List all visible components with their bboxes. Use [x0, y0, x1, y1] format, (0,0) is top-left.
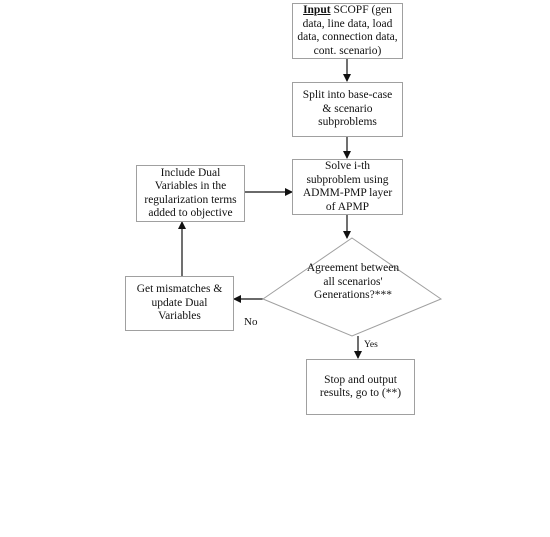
include-dual-node: [136, 165, 245, 222]
solve-node: [292, 159, 403, 215]
input-node-text: SCOPF (gen data, line data, load data, connection data, cont. scenario): [297, 4, 398, 57]
mismatch-node-text: Get mismatches & update Dual Variables: [136, 283, 223, 323]
mismatch-node: [125, 276, 234, 331]
input-node: [292, 3, 403, 59]
edge-label-yes: Yes: [364, 340, 378, 350]
input-bold-lead: Input: [303, 4, 331, 16]
split-node: [292, 82, 403, 137]
split-node-text: Split into base-case & scenario subproblems: [302, 89, 393, 129]
stop-node-text: Stop and output results, go to (**): [319, 373, 402, 399]
include-dual-node-text: Include Dual Variables in the regularization terms added to objective: [144, 166, 237, 219]
agreement-node-text: Agreement between all scenarios' Generations?***: [306, 262, 400, 301]
stop-node: [306, 359, 415, 415]
edge-label-no: No: [244, 316, 258, 328]
solve-node-text: Solve i-th subproblem using ADMM-PMP layer of APMP: [302, 160, 393, 213]
